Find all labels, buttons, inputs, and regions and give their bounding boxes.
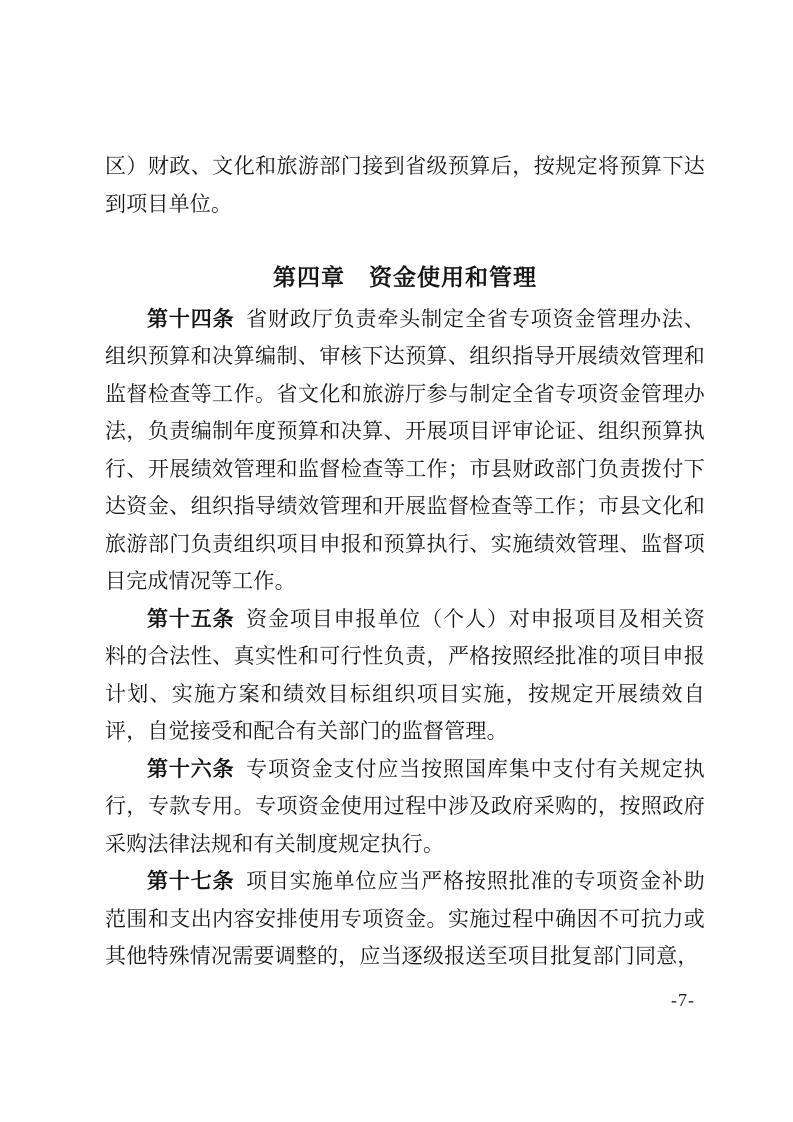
article-text-17: 项目实施单位应当严格按照批准的专项资金补助范围和支出内容安排使用专项资金。实施过程中确因不可抗力或其他特殊情况需要调整的，应当逐级报送至项目批复部门同意， xyxy=(105,869,705,968)
article-text-14: 省财政厅负责牵头制定全省专项资金管理办法、组织预算和决算编制、审核下达预算、组织指导开展绩效管理和监督检查等工作。省文化和旅游厅参与制定全省专项资金管理办法，负责编制年度预算和决算、开展项目评审论证、组织预算执行、开展绩效管理和监督检查等工作；市县财政部门负责拨付下达资金、组织指导绩效管理和开展监督检查等工作；市县文化和旅游部门负责组织项目申报和预算执行、实施绩效管理、监督项目完成情况等工作。 xyxy=(105,306,705,593)
article-text-16: 专项资金支付应当按照国库集中支付有关规定执行，专款专用。专项资金使用过程中涉及政府采购的，按照政府采购法律法规和有关制度规定执行。 xyxy=(105,756,705,856)
page-number: -7- xyxy=(671,990,695,1010)
article-number-15: 第十五条 xyxy=(147,606,235,631)
article-number-16: 第十六条 xyxy=(147,756,235,781)
article-paragraph-16 xyxy=(105,751,705,864)
article-text-15: 资金项目申报单位（个人）对申报项目及相关资料的合法性、真实性和可行性负责，严格按照经批准的项目申报计划、实施方案和绩效目标组织项目实施，按规定开展绩效自评，自觉接受和配合有关部门的监督管理。 xyxy=(105,606,705,743)
document-content xyxy=(105,148,705,976)
article-number-14: 第十四条 xyxy=(147,306,235,331)
article-number-17: 第十七条 xyxy=(147,869,235,893)
chapter-heading: 第四章 资金使用和管理 xyxy=(273,264,537,290)
article-paragraph-14 xyxy=(105,301,705,601)
article-paragraph-17 xyxy=(105,863,705,976)
article-paragraph-15 xyxy=(105,601,705,751)
continuation-paragraph: 区）财政、文化和旅游部门接到省级预算后，按规定将预算下达到项目单位。 xyxy=(105,154,705,216)
